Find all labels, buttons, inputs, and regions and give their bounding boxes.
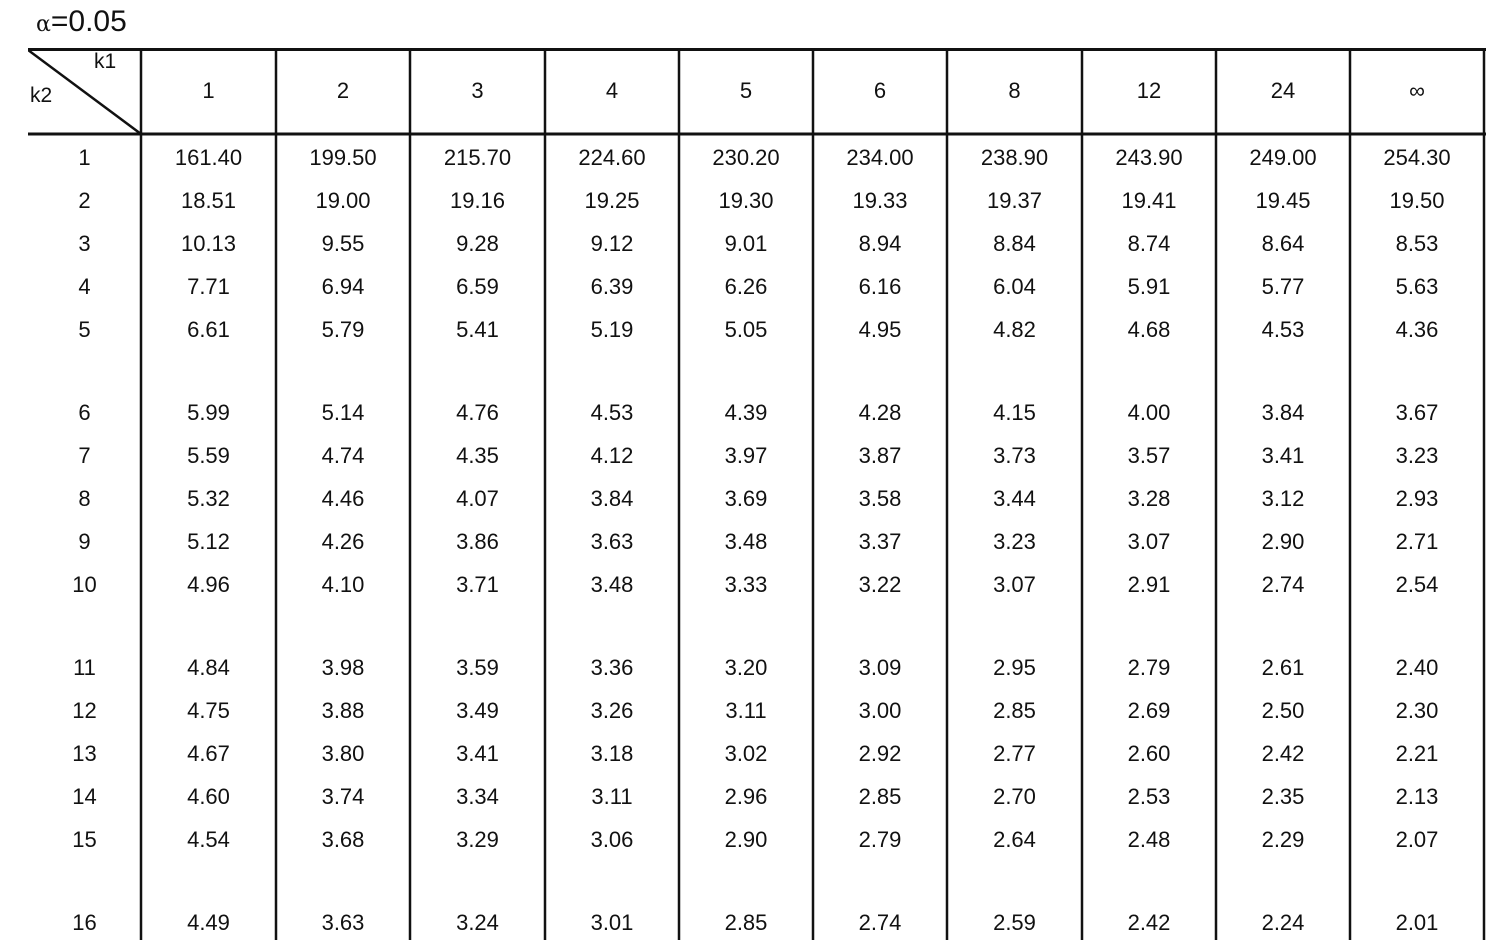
table-cell: 2.24 (1261, 910, 1305, 935)
table-cell: 6.16 (858, 274, 902, 299)
table-cell: 3.07 (1127, 529, 1171, 554)
table-cell: 2.90 (1261, 529, 1305, 554)
table-cell: 3.80 (321, 741, 365, 766)
table-cell: 2.91 (1127, 572, 1171, 597)
table-cell: 9.28 (456, 231, 499, 256)
table-cell: 2.42 (1261, 741, 1305, 766)
table-cell: 3.24 (456, 910, 499, 935)
table-cell: 3.00 (858, 698, 902, 723)
table-cell: 4.35 (456, 443, 499, 468)
table-cell: 7.71 (187, 274, 230, 299)
table-cell: 6.59 (456, 274, 499, 299)
table-cell: 2.30 (1395, 698, 1439, 723)
row-label-k2-2: 2 (78, 188, 91, 213)
row-label-k2-10: 10 (72, 572, 97, 597)
table-cell: 4.76 (456, 400, 499, 425)
table-cell: 3.28 (1127, 486, 1171, 511)
table-cell: 6.39 (590, 274, 634, 299)
column-header-k1-4: 4 (605, 78, 619, 103)
table-cell: 3.20 (724, 655, 768, 680)
table-cell: 8.84 (993, 231, 1036, 256)
table-cell: 254.30 (1383, 145, 1451, 170)
table-cell: 2.90 (724, 827, 768, 852)
table-cell: 4.75 (187, 698, 230, 723)
table-cell: 4.53 (1261, 317, 1305, 342)
row-label-k2-8: 8 (78, 486, 91, 511)
table-cell: 4.10 (321, 572, 365, 597)
table-cell: 2.61 (1261, 655, 1305, 680)
table-cell: 3.71 (456, 572, 499, 597)
table-cell: 19.30 (718, 188, 774, 213)
table-cell: 3.74 (321, 784, 365, 809)
column-header-k1-∞: ∞ (1409, 78, 1425, 103)
table-cell: 3.11 (725, 698, 767, 723)
table-cell: 19.45 (1255, 188, 1311, 213)
table-cell: 215.70 (443, 145, 512, 170)
table-cell: 2.96 (724, 784, 768, 809)
table-cell: 3.67 (1395, 400, 1439, 425)
row-label-k2-16: 16 (72, 910, 97, 935)
table-cell: 249.00 (1249, 145, 1317, 170)
table-cell: 5.41 (456, 317, 499, 342)
table-cell: 3.48 (724, 529, 768, 554)
table-cell: 2.48 (1127, 827, 1171, 852)
column-header-k1-12: 12 (1136, 78, 1162, 103)
table-cell: 2.35 (1261, 784, 1305, 809)
table-cell: 4.74 (321, 443, 365, 468)
table-cell: 4.28 (858, 400, 902, 425)
table-cell: 3.97 (724, 443, 768, 468)
table-cell: 6.04 (993, 274, 1036, 299)
table-cell: 2.60 (1127, 741, 1171, 766)
table-cell: 234.00 (846, 145, 914, 170)
table-cell: 3.84 (590, 486, 634, 511)
table-cell: 6.26 (724, 274, 768, 299)
column-header-k1-3: 3 (471, 78, 484, 103)
row-label-k2-11: 11 (73, 655, 96, 680)
table-cell: 3.44 (993, 486, 1036, 511)
table-cell: 4.95 (858, 317, 902, 342)
table-cell: 4.68 (1127, 317, 1171, 342)
table-cell: 161.40 (174, 145, 243, 170)
table-cell: 2.85 (993, 698, 1036, 723)
table-cell: 5.79 (321, 317, 365, 342)
table-cell: 3.48 (590, 572, 634, 597)
column-header-k1-24: 24 (1270, 78, 1296, 103)
table-cell: 3.33 (724, 572, 768, 597)
column-header-k1-6: 6 (873, 78, 887, 103)
table-cell: 238.90 (980, 145, 1049, 170)
row-label-k2-14: 14 (72, 784, 97, 809)
table-cell: 4.54 (187, 827, 230, 852)
table-cell: 2.69 (1127, 698, 1171, 723)
table-cell: 4.12 (590, 443, 634, 468)
table-cell: 19.16 (449, 188, 506, 213)
table-cell: 2.07 (1395, 827, 1439, 852)
table-cell: 19.00 (315, 188, 371, 213)
table-cell: 3.41 (456, 741, 499, 766)
table-cell: 3.87 (858, 443, 902, 468)
table-cell: 4.82 (993, 317, 1036, 342)
table-cell: 3.29 (456, 827, 499, 852)
table-cell: 3.11 (591, 784, 633, 809)
alpha-value: =0.05 (50, 5, 127, 38)
table-cell: 2.29 (1261, 827, 1305, 852)
table-cell: 3.84 (1261, 400, 1305, 425)
row-label-k2-9: 9 (78, 529, 91, 554)
table-cell: 2.59 (993, 910, 1036, 935)
table-cell: 2.79 (858, 827, 902, 852)
corner-k2-label: k2 (30, 84, 53, 107)
table-cell: 4.07 (456, 486, 499, 511)
table-cell: 3.18 (590, 741, 634, 766)
table-cell: 3.01 (590, 910, 634, 935)
table-cell: 4.67 (187, 741, 230, 766)
table-cell: 4.46 (321, 486, 365, 511)
table-cell: 3.12 (1261, 486, 1305, 511)
table-cell: 19.25 (584, 188, 640, 213)
table-cell: 4.00 (1127, 400, 1171, 425)
table-cell: 4.15 (993, 400, 1036, 425)
table-cell: 2.54 (1395, 572, 1439, 597)
table-cell: 9.01 (724, 231, 768, 256)
row-label-k2-15: 15 (72, 827, 97, 852)
table-cell: 2.13 (1395, 784, 1439, 809)
table-cell: 2.92 (858, 741, 902, 766)
table-cell: 5.63 (1395, 274, 1439, 299)
table-cell: 3.63 (321, 910, 365, 935)
alpha-label (36, 4, 127, 43)
table-cell: 5.32 (187, 486, 230, 511)
table-cell: 3.63 (590, 529, 634, 554)
f-distribution-table (28, 48, 1486, 940)
row-label-k2-7: 7 (78, 443, 91, 468)
table-cell: 2.40 (1395, 655, 1439, 680)
table-cell: 9.12 (590, 231, 634, 256)
table-cell: 3.73 (993, 443, 1036, 468)
row-label-k2-13: 13 (72, 741, 97, 766)
table-cell: 2.93 (1395, 486, 1439, 511)
table-cell: 2.64 (993, 827, 1036, 852)
table-cell: 2.95 (993, 655, 1036, 680)
table-cell: 3.59 (456, 655, 499, 680)
row-label-k2-4: 4 (78, 274, 91, 299)
table-cell: 230.20 (712, 145, 780, 170)
table-cell: 3.23 (993, 529, 1036, 554)
table-cell: 4.26 (321, 529, 365, 554)
table-cell: 2.79 (1127, 655, 1171, 680)
table-cell: 6.61 (187, 317, 230, 342)
table-cell: 3.34 (456, 784, 499, 809)
table-cell: 3.68 (321, 827, 365, 852)
table-cell: 5.05 (724, 317, 768, 342)
row-label-k2-12: 12 (72, 698, 97, 723)
table-cell: 3.22 (858, 572, 902, 597)
table-cell: 10.13 (180, 231, 237, 256)
table-cell: 8.94 (858, 231, 902, 256)
table-cell: 3.09 (858, 655, 902, 680)
table-cell: 5.99 (187, 400, 230, 425)
table-cell: 18.51 (180, 188, 237, 213)
table-cell: 5.91 (1127, 274, 1171, 299)
table-cell: 3.06 (590, 827, 634, 852)
table-cell: 3.88 (321, 698, 365, 723)
table-cell: 3.69 (724, 486, 768, 511)
column-header-k1-8: 8 (1008, 78, 1021, 103)
table-cell: 2.70 (993, 784, 1036, 809)
row-label-k2-6: 6 (78, 400, 91, 425)
table-cell: 19.41 (1121, 188, 1177, 213)
table-cell: 3.41 (1261, 443, 1305, 468)
table-cell: 5.59 (187, 443, 230, 468)
table-cell: 2.42 (1127, 910, 1171, 935)
table-cell: 2.53 (1127, 784, 1171, 809)
table-cell: 8.53 (1395, 231, 1439, 256)
table-cell: 4.53 (590, 400, 634, 425)
table-cell: 5.14 (321, 400, 365, 425)
row-label-k2-3: 3 (78, 231, 91, 256)
table-cell: 3.37 (858, 529, 902, 554)
table-cell: 199.50 (309, 145, 377, 170)
table-cell: 4.39 (724, 400, 768, 425)
column-header-k1-1: 1 (202, 78, 215, 103)
table-cell: 2.85 (858, 784, 902, 809)
table-cell: 3.86 (456, 529, 499, 554)
row-label-k2-1: 1 (78, 145, 91, 170)
table-cell: 3.49 (456, 698, 499, 723)
table-cell: 2.01 (1395, 910, 1439, 935)
table-cell: 3.36 (590, 655, 634, 680)
table-cell: 2.71 (1395, 529, 1439, 554)
table-cell: 8.74 (1127, 231, 1171, 256)
corner-k1-label: k1 (94, 50, 117, 73)
table-cell: 3.02 (724, 741, 768, 766)
table-cell: 3.23 (1395, 443, 1439, 468)
table-cell: 5.12 (187, 529, 230, 554)
table-cell: 2.85 (724, 910, 768, 935)
table-cell: 19.33 (852, 188, 908, 213)
table-cell: 3.57 (1127, 443, 1171, 468)
table-cell: 4.36 (1395, 317, 1439, 342)
table-cell: 19.37 (986, 188, 1043, 213)
alpha-symbol: α (36, 12, 51, 37)
table-cell: 2.21 (1395, 741, 1439, 766)
table-cell: 9.55 (321, 231, 365, 256)
column-header-k1-2: 2 (336, 78, 350, 103)
column-header-k1-5: 5 (739, 78, 753, 103)
table-cell: 5.19 (590, 317, 634, 342)
table-cell: 3.07 (993, 572, 1036, 597)
table-cell: 3.58 (858, 486, 902, 511)
table-cell: 4.84 (187, 655, 230, 680)
table-cell: 8.64 (1261, 231, 1305, 256)
table-cell: 2.74 (1261, 572, 1305, 597)
table-cell: 2.74 (858, 910, 902, 935)
table-cell: 3.26 (590, 698, 634, 723)
table-cell: 5.77 (1261, 274, 1305, 299)
row-label-k2-5: 5 (78, 317, 91, 342)
table-cell: 4.96 (187, 572, 230, 597)
table-cell: 4.60 (187, 784, 230, 809)
table-cell: 6.94 (321, 274, 365, 299)
table-cell: 224.60 (578, 145, 646, 170)
table-cell: 4.49 (187, 910, 230, 935)
table-cell: 2.77 (993, 741, 1036, 766)
table-cell: 243.90 (1115, 145, 1183, 170)
table-cell: 3.98 (321, 655, 365, 680)
table-cell: 2.50 (1261, 698, 1305, 723)
table-cell: 19.50 (1389, 188, 1445, 213)
